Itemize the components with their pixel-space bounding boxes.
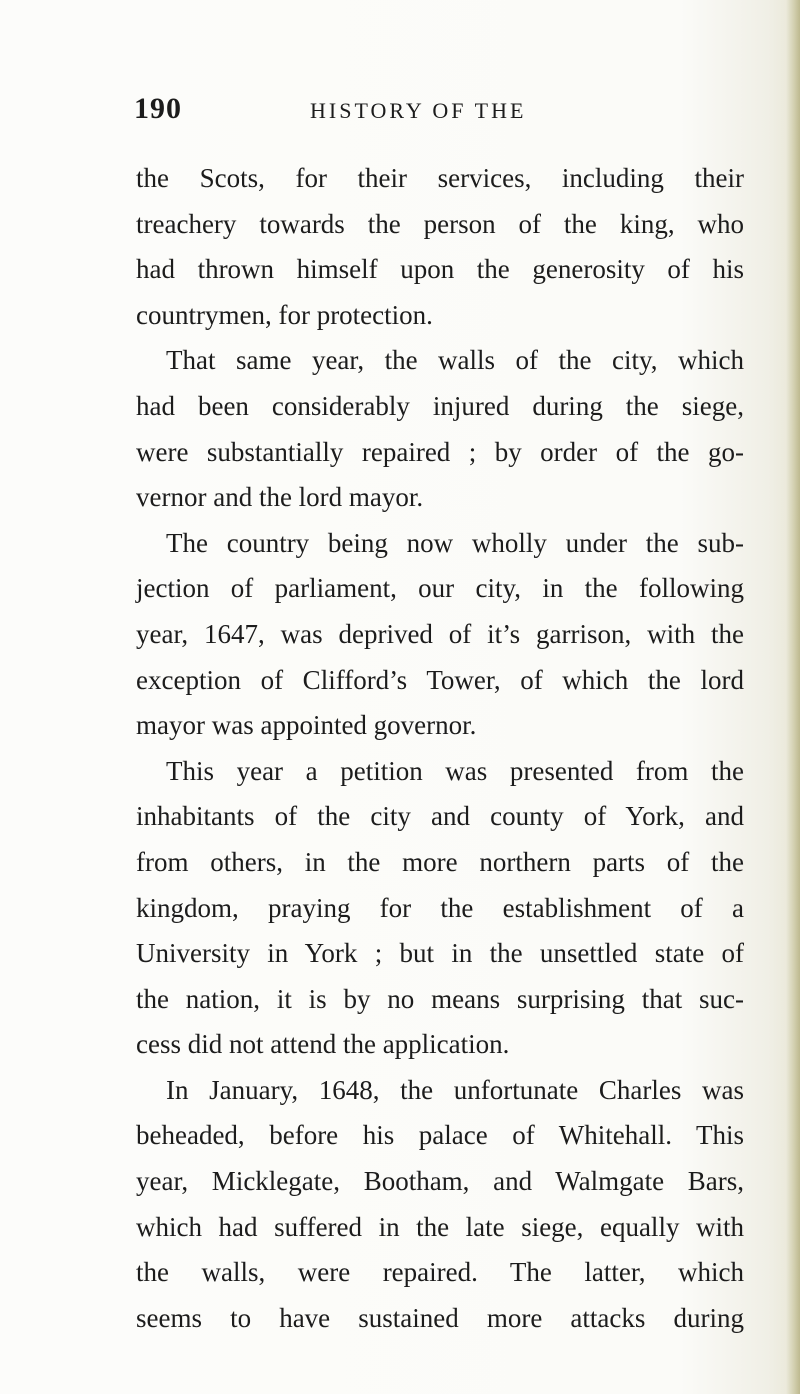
body-text xyxy=(136,156,744,1341)
text-line: That same year, the walls of the city, which xyxy=(166,345,744,376)
text-line: year, 1647, was deprived of it’s garrison, with the xyxy=(136,618,744,649)
text-line: from others, in the more northern parts of the xyxy=(136,846,744,877)
text-line: kingdom, praying for the establishment of a xyxy=(136,892,744,923)
text-line: In January, 1648, the unfortunate Charles was xyxy=(166,1074,744,1105)
text-line: This year a petition was presented from the xyxy=(166,755,744,786)
text-line: University in York ; but in the unsettled state of xyxy=(136,938,744,969)
text-line: had thrown himself upon the generosity of his xyxy=(136,254,744,285)
text-line: The country being now wholly under the sub- xyxy=(166,527,744,558)
text-line: mayor was appointed governor. xyxy=(136,710,477,741)
text-line: vernor and the lord mayor. xyxy=(136,482,424,513)
page-edge-shading xyxy=(786,0,800,1394)
text-line: the nation, it is by no means surprising that suc- xyxy=(136,983,744,1014)
text-line: were substantially repaired ; by order of the go- xyxy=(136,436,744,467)
text-line: the walls, were repaired. The latter, which xyxy=(136,1257,744,1288)
text-line: seems to have sustained more attacks during xyxy=(136,1302,744,1333)
text-line: treachery towards the person of the king, who xyxy=(136,208,744,239)
text-line: had been considerably injured during the siege, xyxy=(136,390,744,421)
text-line: inhabitants of the city and county of York, and xyxy=(136,801,744,832)
text-line: exception of Clifford’s Tower, of which the lord xyxy=(136,664,744,695)
page-number: 190 xyxy=(134,92,182,125)
text-line: beheaded, before his palace of Whitehall. This xyxy=(136,1120,744,1151)
text-line: jection of parliament, our city, in the following xyxy=(136,573,744,604)
text-line: the Scots, for their services, including their xyxy=(136,163,744,193)
text-line: cess did not attend the application. xyxy=(136,1029,510,1060)
text-line: year, Micklegate, Bootham, and Walmgate Bars, xyxy=(136,1166,744,1197)
text-line: which had suffered in the late siege, equally with xyxy=(136,1211,744,1242)
page-header xyxy=(134,92,554,132)
text-line: countrymen, for protection. xyxy=(136,299,433,330)
running-title: HISTORY OF THE xyxy=(310,98,527,123)
